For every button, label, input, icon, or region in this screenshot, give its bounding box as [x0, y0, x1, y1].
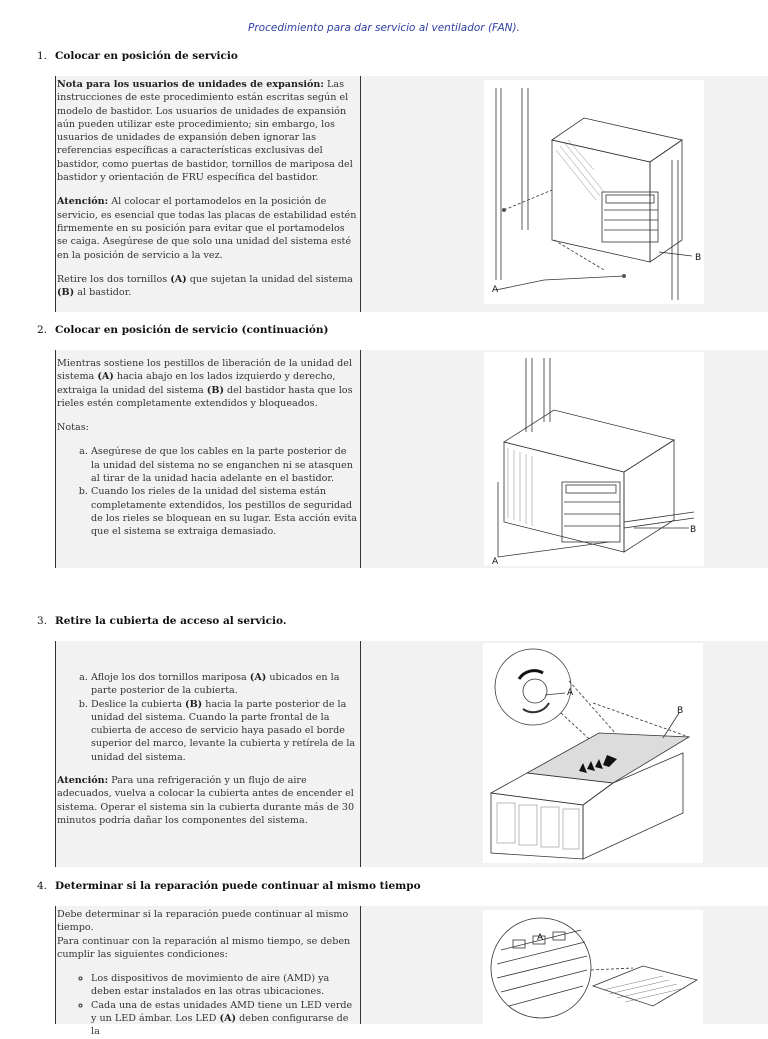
list-item: ◦ Los dispositivos de movimiento de aire (AMD) ya deben estar instalados en las otras ubicaciones.	[91, 972, 358, 999]
step-title: Colocar en posición de servicio	[55, 50, 238, 62]
list-item: a. Afloje los dos tornillos mariposa (A) ubicados en la parte posterior de la cubierta.	[91, 671, 358, 698]
release-latches-instruction: Mientras sostiene los pestillos de liberación de la unidad del sistema (A) hacia abajo en los lados izquierdo y derecho, extraiga la unidad del sistema (B) del bastidor hasta que los rieles estén completamente extendidos y bloqueados.	[57, 358, 353, 409]
list-item: a. Asegúrese de que los cables en la parte posterior de la unidad del sistema no se enganchen ni se atasquen al tirar de la unidad hacia adelante en el bastidor.	[91, 445, 358, 485]
callout-a: A	[537, 933, 544, 943]
step-3-illustration	[483, 643, 703, 863]
step-4-text	[55, 906, 361, 1038]
step-title: Determinar si la reparación puede continuar al mismo tiempo	[55, 880, 421, 892]
list-item: b. Deslice la cubierta (B) hacia la parte posterior de la unidad del sistema. Cuando la parte frontal de la cubierta de acceso de servicio haya pasado el borde superior del marco, levante la cubierta y retírela de la unidad del sistema.	[91, 698, 358, 764]
step-2-text	[55, 350, 361, 568]
step-2-row	[55, 350, 768, 568]
notes-label: Notas:	[57, 422, 89, 434]
step-3-heading: 3. Retire la cubierta de acceso al servicio.	[37, 615, 287, 627]
remove-screws-instruction: Retire los dos tornillos (A) que sujetan la unidad del sistema (B) al bastidor.	[57, 273, 353, 299]
step-4-row	[55, 906, 768, 1038]
step-title: Retire la cubierta de acceso al servicio.	[55, 615, 287, 627]
step-3-row	[55, 641, 768, 867]
notes-list	[57, 445, 358, 538]
conditions-intro: Para continuar con la reparación al mismo tiempo, se deben cumplir las siguientes condiciones:	[57, 935, 351, 960]
callout-b: B	[695, 253, 702, 263]
step-2-heading: 2. Colocar en posición de servicio (continuación)	[37, 324, 329, 336]
caution-note: Atención: Para una refrigeración y un flujo de aire adecuados, vuelva a colocar la cubierta antes de encender el sistema. Operar el sistema sin la cubierta durante más de 30 minutos podría dañar los componentes del sistema.	[57, 775, 355, 826]
callout-a: A	[492, 285, 499, 295]
step-1-row	[55, 76, 768, 312]
step-title: Colocar en posición de servicio (continuación)	[55, 324, 329, 336]
step-1-illustration	[484, 80, 704, 304]
caution-note: Atención: Al colocar el portamodelos en la posición de servicio, es esencial que todas las placas de estabilidad estén firmemente en su posición para evitar que el portamodelos se caiga. Asegúrese de que solo una unidad del sistema esté en la posición de servicio a la vez.	[57, 196, 357, 261]
step-number: 1.	[37, 50, 48, 62]
step-1-text	[55, 76, 361, 312]
step-4-illustration	[483, 910, 703, 1024]
expansion-note: Nota para los usuarios de unidades de expansión: Las instrucciones de este procedimiento están escritas según el modelo de bastidor. Los usuarios de unidades de expansión aún pueden utilizar este procedimiento; sin embargo, los usuarios de unidades de expansión deben ignorar las referencias específicas a características exclusivas del bastidor, como puertas de bastidor, tornillos de mariposa del bastidor y orientación de FRU específica del bastidor.	[57, 79, 353, 184]
callout-a: A	[567, 688, 574, 698]
step-3-text	[55, 641, 361, 867]
step-2-illustration	[484, 352, 704, 566]
step-1-heading	[37, 50, 238, 62]
callout-b: B	[690, 525, 697, 535]
list-item: ◦ Cada una de estas unidades AMD tiene un LED verde y un LED ámbar. Los LED (A) deben configurarse de la	[91, 999, 358, 1039]
list-item: b. Cuando los rieles de la unidad del sistema están completamente extendidos, los pestillos de seguridad de los rieles se bloquean en su lugar. Esta acción evita que el sistema se extraiga demasiado.	[91, 485, 358, 538]
concurrent-repair-text: Debe determinar si la reparación puede continuar al mismo tiempo.	[57, 909, 349, 934]
conditions-list	[57, 972, 358, 1038]
callout-a: A	[492, 557, 499, 567]
document-title: Procedimiento para dar servicio al ventilador (FAN).	[248, 22, 520, 34]
step-4-heading: 4. Determinar si la reparación puede continuar al mismo tiempo	[37, 880, 421, 892]
callout-b: B	[677, 706, 684, 716]
steps-list	[57, 671, 358, 764]
